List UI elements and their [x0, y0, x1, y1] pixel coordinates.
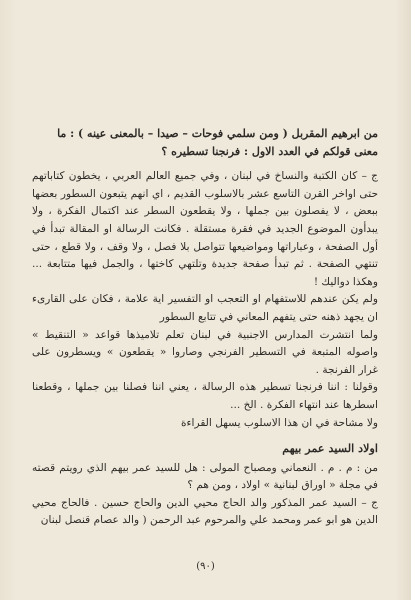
answer-1-paragraph: ولما انتشرت المدارس الاجنبية في لبنان تعلم تلاميذها قواعد « التنقيط » واصوله المتبعة في التسطير الفرنجي وصاروا « يقطعون » ويسطرون على غرار الفرنجة .: [32, 328, 378, 376]
answer-1-paragraph: ولم يكن عندهم للاستفهام او التعجب او التفسير اية علامة ، فكان على القارىء ان يجهد ذهنه حتى يتفهم المعاني في تتابع السطور: [32, 293, 378, 323]
answer-1-paragraph: وقولنا : اننا فرنجنا تسطير هذه الرسالة ، يعني اننا فصلنا بين جملها ، وقطعنا اسطرها عند انتهاء الفكرة . الخ ...: [32, 381, 378, 411]
question-1: من ابرهيم المقربل ( ومن سلمي فوحات – صيدا – بالمعنى عينه ) : ما معنى قولكم في العدد الاول : فرنجنا تسطيره ؟: [57, 127, 378, 158]
answer-1-paragraph: ولا مشاحة في ان هذا الاسلوب يسهل القراءة: [181, 416, 378, 429]
answer-2: ج – السيد عمر المذكور والد الحاج محيي الدين والحاج حسين . فالحاج محيي الدين هو ابو عمر ومحمد علي والمرحوم عبد الرحمن ( والد عصام قنصل لبنان: [32, 496, 378, 527]
page-text: [32, 125, 378, 530]
question-2: من : م . م . النعماني ومصباح المولى : هل للسيد عمر بيهم الذي رويتم قصته في مجلة « اوراق لبنانية » اولاد ، ومن هم ؟: [32, 461, 378, 492]
spacer: [32, 432, 378, 440]
page-number: (٩٠): [196, 561, 215, 572]
answer-1-paragraph: ج – كان الكتبة والنساخ في لبنان ، وفي جميع العالم العربي ، يخطون كتاباتهم حتى اواخر القرن التاسع عشر بالاسلوب القديم ، اي انهم يتبعون السطور بعضها ببعض ، لا يفصلون بين جملها ، ولا يقطعون السطر عند اكتمال الفكرة ، ولا يبدأون الموضوع الجديد في فقرة مستقلة . فكانت الرسالة او المقالة تبدأ في أول الصفحة ، وعباراتها ومواضيعها تتواصل بلا فصل ، ولا وقف ، ولا قطع ، حتى تنتهي الصفحة . ثم تبدأ صفحة جديدة وتلتهي كاختها ، والجمل فيها متتابعة ... وهكذا دواليك !: [32, 170, 378, 288]
spacer: [32, 160, 378, 168]
section-heading: اولاد السيد عمر بيهم: [282, 441, 378, 456]
